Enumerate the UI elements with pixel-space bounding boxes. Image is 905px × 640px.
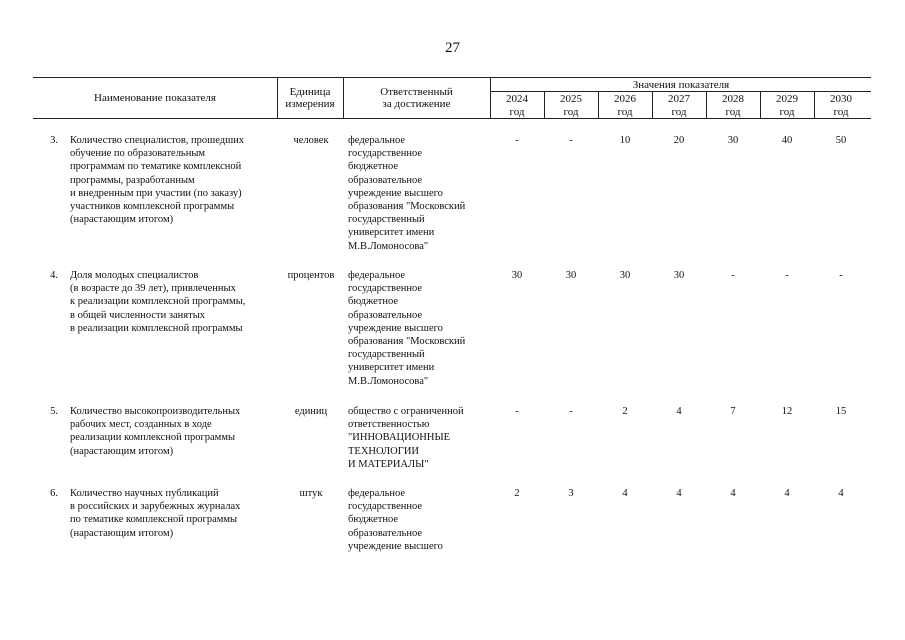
row-number: 5. xyxy=(50,406,58,417)
year-header-2027 xyxy=(652,94,706,118)
value-cell: 30 xyxy=(727,135,739,146)
responsible-organization: федеральное государственное бюджетное образовательное учреждение высшего образования "Московский государственный университет имени М.В.Ломоносова" xyxy=(348,270,466,387)
row-number: 3. xyxy=(50,135,58,146)
unit-of-measure: штук xyxy=(299,488,323,499)
value-cell: - xyxy=(731,270,735,281)
year-label: 2026 xyxy=(614,93,636,105)
value-cell: - xyxy=(569,135,573,146)
indicator-name: Количество высокопроизводительных рабочих мест, созданных в ходе реализации комплексной программы (нарастающим итогом) xyxy=(70,406,241,457)
header-unit xyxy=(277,86,343,110)
header-responsible-line2: за достижение xyxy=(382,98,451,110)
year-label: 2029 xyxy=(776,93,798,105)
value-cell: 4 xyxy=(676,488,682,499)
year-suffix: год xyxy=(509,106,525,118)
value-cell: 50 xyxy=(835,135,847,146)
year-label: 2025 xyxy=(560,93,582,105)
value-cell: - xyxy=(515,135,519,146)
value-cell: 7 xyxy=(730,406,736,417)
year-suffix: год xyxy=(671,106,687,118)
page-number: 27 xyxy=(445,40,460,56)
year-header-2029 xyxy=(760,94,814,118)
header-unit-line2: измерения xyxy=(285,98,335,110)
value-cell: 4 xyxy=(838,488,844,499)
unit-of-measure: процентов xyxy=(287,270,335,281)
indicator-name: Доля молодых специалистов (в возрасте до 39 лет), привлеченных к реализации комплексной программы, в общей численности занятых в реализации комплексной программы xyxy=(70,270,246,334)
value-cell: 40 xyxy=(781,135,793,146)
value-cell: 12 xyxy=(781,406,793,417)
value-cell: 30 xyxy=(619,270,631,281)
value-cell: 30 xyxy=(673,270,685,281)
year-header-2030 xyxy=(814,94,868,118)
value-cell: 15 xyxy=(835,406,847,417)
unit-of-measure: человек xyxy=(293,135,329,146)
year-header-2025 xyxy=(544,94,598,118)
table-top-border xyxy=(33,77,871,78)
year-suffix: год xyxy=(833,106,849,118)
row-number: 4. xyxy=(50,270,58,281)
year-header-2026 xyxy=(598,94,652,118)
indicator-name: Количество специалистов, прошедших обучение по образовательным программам по тематике комплексной программы, разработанным и внедренным при участии (по заказу) участников комплексной программы (нарастающим итогом) xyxy=(70,135,245,226)
value-cell: 4 xyxy=(730,488,736,499)
value-cell: 30 xyxy=(565,270,577,281)
value-cell: - xyxy=(569,406,573,417)
value-cell: 4 xyxy=(622,488,628,499)
year-label: 2027 xyxy=(668,93,690,105)
header-unit-line1: Единица xyxy=(289,86,331,98)
value-cell: 2 xyxy=(622,406,628,417)
value-cell: 2 xyxy=(514,488,520,499)
year-header-2028 xyxy=(706,94,760,118)
value-cell: - xyxy=(515,406,519,417)
header-bottom-border xyxy=(33,118,871,119)
indicator-name: Количество научных публикаций в российских и зарубежных журналах по тематике комплексной программы (нарастающим итогом) xyxy=(70,488,241,539)
year-label: 2028 xyxy=(722,93,744,105)
year-suffix: год xyxy=(563,106,579,118)
year-header-2024 xyxy=(490,94,544,118)
header-indicator-name: Наименование показателя xyxy=(94,92,216,104)
value-cell: - xyxy=(785,270,789,281)
value-cell: 4 xyxy=(784,488,790,499)
year-suffix: год xyxy=(617,106,633,118)
responsible-organization: общество с ограниченной ответственностью "ИННОВАЦИОННЫЕ ТЕХНОЛОГИИ И МАТЕРИАЛЫ" xyxy=(348,406,464,470)
value-cell: 30 xyxy=(511,270,523,281)
header-responsible-line1: Ответственный xyxy=(380,86,453,98)
year-suffix: год xyxy=(779,106,795,118)
value-cell: 3 xyxy=(568,488,574,499)
responsible-organization: федеральное государственное бюджетное образовательное учреждение высшего xyxy=(348,488,443,552)
value-cell: 20 xyxy=(673,135,685,146)
row-number: 6. xyxy=(50,488,58,499)
year-label: 2024 xyxy=(506,93,528,105)
value-cell: 4 xyxy=(676,406,682,417)
year-suffix: год xyxy=(725,106,741,118)
responsible-organization: федеральное государственное бюджетное образовательное учреждение высшего образования "Московский государственный университет имени М.В.Ломоносова" xyxy=(348,135,466,252)
unit-of-measure: единиц xyxy=(294,406,328,417)
header-values: Значения показателя xyxy=(632,79,730,91)
header-responsible xyxy=(343,86,490,110)
value-cell: - xyxy=(839,270,843,281)
value-cell: 10 xyxy=(619,135,631,146)
year-label: 2030 xyxy=(830,93,852,105)
